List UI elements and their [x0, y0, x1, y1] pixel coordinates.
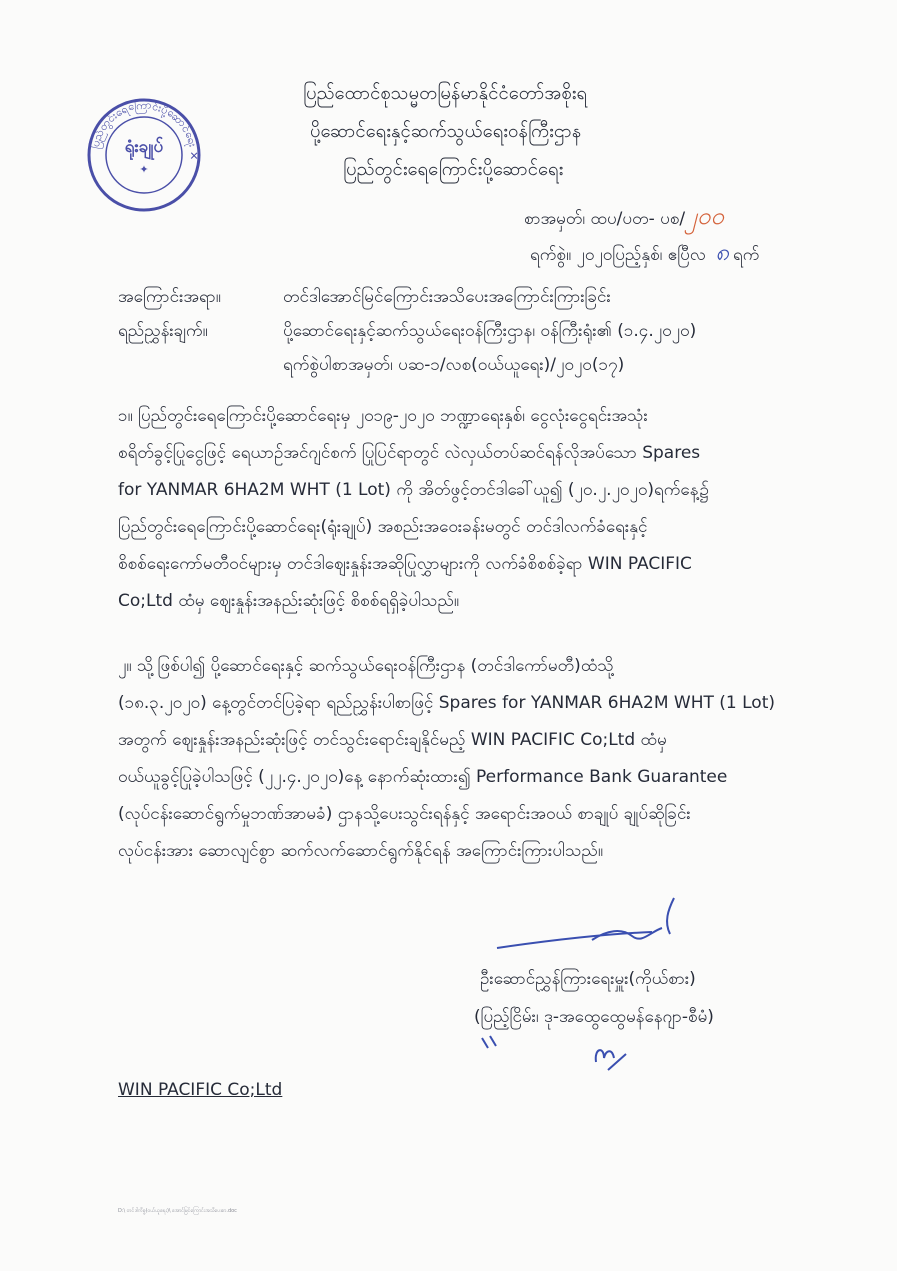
paragraph-2-line: ၂။ သို့ဖြစ်ပါ၍ ပို့ဆောင်ရေးနှင့် ဆက်သွယ်ရေးဝန်ကြီးဌာန (တင်ဒါကော်မတီ)ထံသို့: [118, 656, 614, 676]
reference-line-1: ပို့ဆောင်ရေးနှင့်ဆက်သွယ်ရေးဝန်ကြီးဌာန၊ ဝန်ကြီးရုံး၏ (၁.၄.၂၀၂၀): [283, 321, 697, 341]
paragraph-1-line: ၁။ ပြည်တွင်းရေကြောင်းပို့ဆောင်ရေးမှ ၂၀၁၉-၂၀၂၀ ဘဏ္ဍာရေးနှစ်၊ ငွေလုံးငွေရင်းအသုံး: [118, 406, 648, 426]
paragraph-2-line: အတွက် ဈေးနှုန်းအနည်းဆုံးဖြင့် တင်သွင်းရောင်းချနိုင်မည့် WIN PACIFIC Co;Ltd ထံမှ: [118, 730, 667, 750]
paragraph-2-line: (၁၈.၃.၂၀၂၀) နေ့တွင်တင်ပြခဲ့ရာ ရည်ညွှန်းပါစာဖြင့် Spares for YANMAR 6HA2M WHT (1 Lot): [118, 693, 775, 713]
svg-text:ရုံးချုပ်: ရုံးချုပ်: [124, 137, 164, 157]
paragraph-2-line: လုပ်ငန်းအား ဆောလျင်စွာ ဆက်လက်ဆောင်ရွက်နိုင်ရန် အကြောင်းကြားပါသည်။: [118, 841, 603, 861]
reference-line-2: ရက်စွဲပါစာအမှတ်၊ ပဆ-၁/လစ(ဝယ်ယူရေး)/၂၀၂၀(၁၇): [283, 355, 625, 375]
signatory-name: (ပြည့်ငြိမ်း၊ ဒု-အထွေထွေမန်နေဂျာ-စီမံ): [474, 1007, 714, 1027]
initial-tick-mark: [478, 1030, 508, 1052]
paragraph-2-line: (လုပ်ငန်းဆောင်ရွက်မှုဘဏ်အာမခံ) ဌာနသို့ပေးသွင်းရန်နှင့် အရောင်းအဝယ် စာချုပ် ချုပ်ဆိုခြင်း: [118, 804, 691, 824]
letter-number-handwritten: ၂၀၀: [685, 202, 724, 230]
paragraph-1-line: စရိတ်ခွင့်ပြုငွေဖြင့် ရေယာဉ်အင်ဂျင်စက် ပြုပြင်ရာတွင် လဲလှယ်တပ်ဆင်ရန်လိုအပ်သော Spares: [118, 443, 701, 463]
reference-label: ရည်ညွှန်းချက်။: [118, 321, 208, 341]
header-department: ပြည်တွင်းရေကြောင်းပို့ဆောင်ရေး: [343, 159, 564, 180]
office-seal: [84, 95, 204, 215]
date-handwritten: ၈: [715, 238, 729, 266]
letter-number-prefix: စာအမှတ်၊ ထပ/ပတ- ပစ/: [524, 209, 686, 229]
date-prefix: ရက်စွဲ။ ၂၀၂၀ပြည့်နှစ်၊ ဧပြီလ: [530, 245, 706, 265]
svg-text:✦: ✦: [139, 163, 149, 176]
letter-number: [524, 200, 724, 236]
signatory-title: ဦးဆောင်ညွှန်ကြားရေးမှူး(ကိုယ်စား): [480, 969, 696, 989]
svg-text:ပြည်တွင်းရေကြောင်းပို့ဆောင်ရေး: ပြည်တွင်းရေကြောင်းပို့ဆောင်ရေး ✕: [88, 98, 201, 161]
header-ministry: ပို့ဆောင်ရေးနှင့်ဆက်သွယ်ရေးဝန်ကြီးဌာန: [310, 121, 582, 142]
paragraph-2-line: ဝယ်ယူခွင့်ပြုခဲ့ပါသဖြင့် (၂၂.၄.၂၀၂၀)နေ့ နောက်ဆုံးထား၍ Performance Bank Guarantee: [118, 767, 728, 787]
subject-text: တင်ဒါအောင်မြင်ကြောင်းအသိပေးအကြောင်းကြားခြင်း: [283, 287, 611, 307]
header-government: ပြည်ထောင်စုသမ္မတမြန်မာနိုင်ငံတော်အစိုးရ: [303, 83, 588, 104]
paragraph-1-line: for YANMAR 6HA2M WHT (1 Lot) ကို အိတ်ဖွင့်တင်ဒါခေါ်ယူ၍ (၂၀.၂.၂၀၂၀)ရက်နေ့၌: [118, 480, 710, 500]
letter-date: [530, 236, 759, 272]
paragraph-1-line: Co;Ltd ထံမှ ဈေးနှုန်းအနည်းဆုံးဖြင့် စိစစ်ရရှိခဲ့ပါသည်။: [118, 591, 460, 611]
handwritten-signature: [492, 888, 692, 958]
paragraph-1-line: စိစစ်ရေးကော်မတီဝင်များမှ တင်ဒါဈေးနှုန်းအဆိုပြုလွှာများကို လက်ခံစိစစ်ခဲ့ရာ WIN PACIFIC: [118, 554, 692, 574]
addressee: WIN PACIFIC Co;Ltd: [118, 1080, 283, 1100]
file-path-note: D:\ တင်ဒါကိစ္စ(ဝယ်ယူရေး)\ အောင်မြင်ကြောင်းအသိပေးစာ.doc: [118, 1208, 237, 1214]
subject-label: အကြောင်းအရာ။: [118, 287, 221, 307]
date-suffix: ရက်: [732, 245, 760, 265]
paragraph-1-line: ပြည်တွင်းရေကြောင်းပို့ဆောင်ရေး(ရုံးချုပ်) အစည်းအဝေးခန်းမတွင် တင်ဒါလက်ခံရေးနှင့်: [118, 517, 648, 537]
initials-handwritten: [590, 1036, 630, 1072]
